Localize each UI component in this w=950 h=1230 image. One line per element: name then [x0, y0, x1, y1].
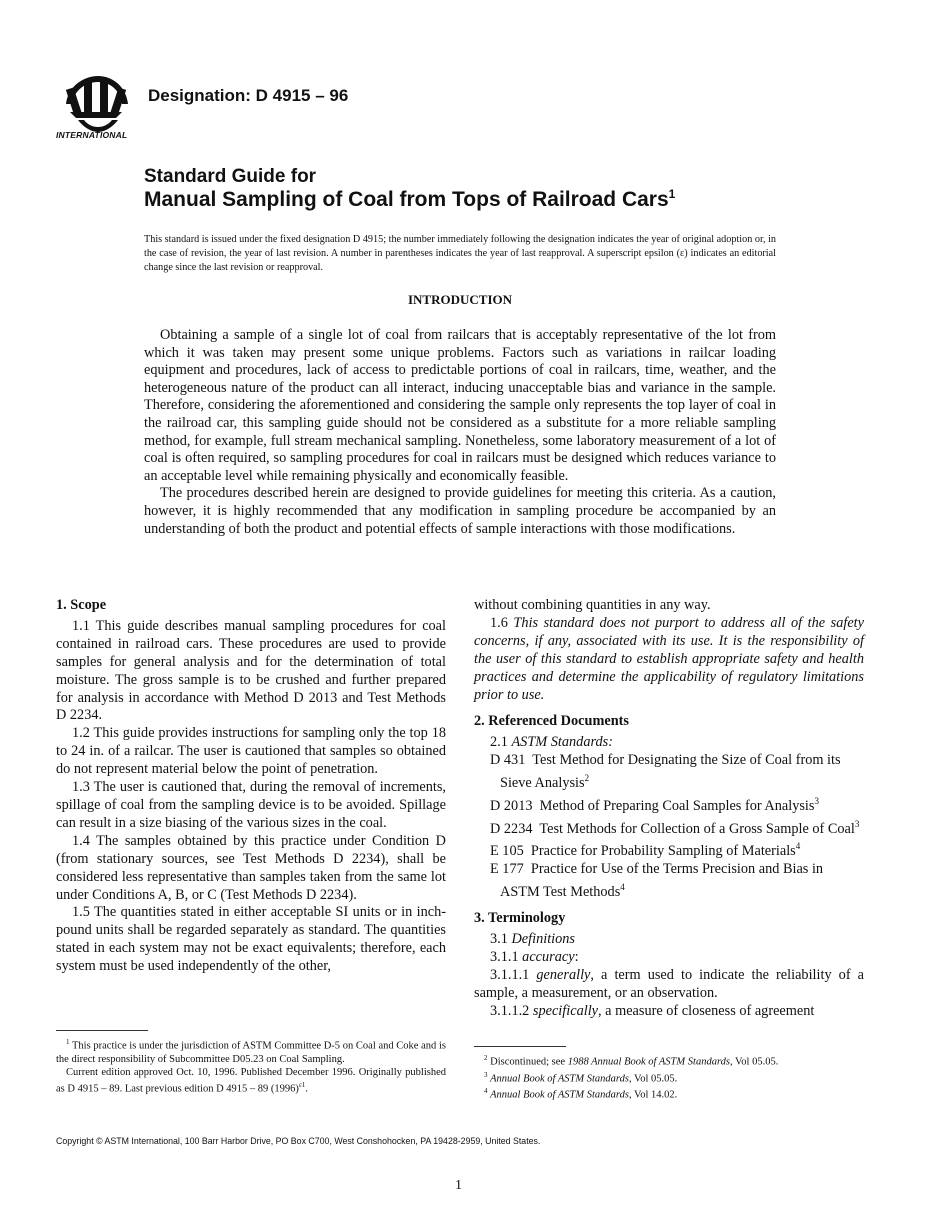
footnote-2-book: 1988 Annual Book of ASTM Standards — [567, 1056, 730, 1068]
footnotes-right — [474, 1052, 864, 1102]
scope-1-6 — [474, 615, 864, 705]
footnote-1-epsilon: ε1 — [298, 1080, 306, 1089]
referenced-2-1 — [474, 734, 864, 752]
reference-footnote: 4 — [795, 841, 801, 852]
scope-1-6-number: 1.6 — [490, 614, 508, 631]
footnote-4-suffix: , Vol 14.02. — [628, 1089, 678, 1101]
introduction-heading: INTRODUCTION — [407, 292, 512, 307]
terminology-3-1-1-1-number: 3.1.1.1 — [490, 967, 530, 984]
reference-item — [474, 793, 864, 816]
reference-title: Test Method for Designating the Size of Coal from its Sieve Analysis — [500, 752, 841, 791]
terminology-3-1-1-2-number: 3.1.1.2 — [490, 1002, 530, 1019]
footnote-rule-left — [56, 1030, 148, 1031]
terminology-3-1-1-2 — [474, 1003, 864, 1021]
footnote-1 — [56, 1036, 446, 1066]
footnote-1-end: . — [305, 1083, 309, 1094]
reference-footnote: 4 — [620, 881, 625, 892]
reference-item — [474, 838, 864, 861]
designation: Designation: D 4915 – 96 — [148, 86, 349, 105]
footnote-rule-right — [474, 1046, 566, 1047]
referenced-documents-heading: 2. Referenced Documents — [474, 713, 629, 730]
terminology-3-1 — [474, 931, 864, 949]
scope-1-1: 1.1 This guide describes manual sampling procedures for coal contained in railroad cars. These procedures are used to provide samples for general analysis and for the determination of total moisture. The gross sample is to be crushed and further prepared for analysis in accordance with Method D 2013 and Test Methods D 2234. — [56, 617, 446, 724]
footnote-3 — [474, 1069, 864, 1086]
terminology-3-1-1-2-term: specifically — [532, 1002, 599, 1019]
footnote-1-edition-text: Current edition approved Oct. 10, 1996. Published December 1996. Originally published as D 4915 – 89. Last previous edition D 4915 – 89 (1996) — [56, 1066, 446, 1094]
column-left — [56, 597, 446, 976]
footnote-3-suffix: , Vol 05.05. — [628, 1073, 678, 1084]
column-right — [474, 597, 864, 1021]
title-text: Manual Sampling of Coal from Tops of Railroad Cars — [144, 188, 669, 211]
terminology-3-1-1-1 — [474, 967, 864, 1003]
scope-1-2: 1.2 This guide provides instructions for sampling only the top 18 to 24 in. of a railcar. The user is cautioned that samples so obtained do not represent material below the point of penetration. — [56, 725, 446, 778]
scope-1-3: 1.3 The user is cautioned that, during the removal of increments, spillage of coal from the sampling device is to be avoided. Spillage can result in a size biasing of the various sizes in the coal. — [56, 779, 446, 831]
footnote-4 — [474, 1085, 864, 1102]
footnote-4-number: 4 — [484, 1087, 488, 1095]
reference-code: E 177 — [490, 860, 524, 877]
scope-1-5: 1.5 The quantities stated in either acceptable SI units or in inch-pound units shall be regarded separately as standard. The quantities stated in each system may not be exact equivalents; therefore, each system must be used independently of the other, — [56, 904, 446, 975]
footnote-2-prefix: Discontinued; see — [490, 1056, 568, 1068]
terminology-3-1-1-number: 3.1.1 — [490, 949, 519, 966]
reference-item — [474, 752, 864, 793]
footnote-1-edition — [56, 1066, 446, 1096]
reference-footnote: 2 — [584, 773, 590, 784]
scope-heading: 1. Scope — [56, 597, 107, 613]
footnote-2-number: 2 — [484, 1054, 488, 1062]
standard-notice: This standard is issued under the fixed designation D 4915; the number immediately following the designation indicates the year of original adoption or, in the case of revision, the year of last revision. A number in parentheses indicates the year of last reapproval. A superscript epsilon (ε) indicates an editorial change since the last revision or reapproval. — [144, 234, 776, 273]
terminology-3-1-1-1-text: , a term used to indicate the reliability of a sample, a measurement, or an observation. — [474, 967, 865, 1002]
title-footnote-ref: 1 — [668, 187, 676, 201]
reference-item — [474, 861, 864, 902]
reference-item — [474, 816, 864, 839]
reference-title: Practice for Use of the Terms Precision and Bias in ASTM Test Methods — [500, 860, 824, 900]
terminology-3-1-1-term: accuracy — [522, 949, 575, 966]
terminology-3-1-1: 3.1.1 accuracy: — [490, 949, 579, 966]
footnotes-left — [56, 1036, 446, 1095]
footnote-4-book: Annual Book of ASTM Standards — [490, 1089, 629, 1101]
terminology-3-1-label: Definitions — [511, 931, 575, 948]
reference-code: D 431 — [490, 752, 526, 769]
copyright: Copyright © ASTM International, 100 Barr Harbor Drive, PO Box C700, West Conshohocken, PA 19428-2959, United States. — [56, 1136, 541, 1146]
footnote-1-text: This practice is under the jurisdiction of ASTM Committee D-5 on Coal and Coke and is the direct responsibility of Subcommittee D05.23 on Coal Sampling. — [56, 1040, 447, 1065]
referenced-2-1-label: ASTM Standards: — [511, 734, 613, 751]
reference-code: E 105 — [490, 842, 524, 859]
title-line2 — [144, 187, 675, 212]
footnote-1-number: 1 — [66, 1038, 70, 1046]
footnote-3-book: Annual Book of ASTM Standards — [490, 1073, 629, 1084]
footnote-2-suffix: , Vol 05.05. — [729, 1056, 779, 1068]
reference-title: Method of Preparing Coal Samples for Analysis — [539, 797, 815, 814]
reference-footnote: 3 — [854, 818, 860, 829]
intro-paragraph-2: The procedures described herein are designed to provide guidelines for meeting this criteria. As a caution, however, it is highly recommended that any modification in sampling procedure be accompanied by an understanding of both the product and potential effects of sample interactions with those modifications. — [144, 485, 776, 537]
page-number: 1 — [455, 1178, 462, 1193]
logo-org-name: INTERNATIONAL — [56, 130, 128, 140]
reference-code: D 2234 — [490, 820, 533, 837]
astm-logo — [56, 72, 136, 144]
terminology-3-1-1-2-text: , a measure of closeness of agreement — [598, 1002, 815, 1019]
reference-footnote: 3 — [814, 795, 819, 806]
reference-title: Practice for Probability Sampling of Materials — [530, 842, 796, 859]
introduction-body — [144, 327, 776, 538]
scope-1-4: 1.4 The samples obtained by this practice under Condition D (from stationary sources, see Test Methods D 2234), shall be considered less representative than samples taken from the same lot under Conditions A, B, or C (Test Methods D 2234). — [56, 832, 446, 903]
referenced-2-1-number: 2.1 — [490, 734, 508, 751]
terminology-3-1-number: 3.1 — [490, 931, 508, 948]
terminology-heading: 3. Terminology — [474, 910, 566, 927]
scope-1-6-text: This standard does not purport to address all of the safety concerns, if any, associated with its use. It is the responsibility of the user of this standard to establish appropriate safety and health practices and determine the applicability of regulatory limitations prior to use. — [474, 614, 864, 703]
reference-code: D 2013 — [490, 797, 533, 814]
intro-paragraph-1: Obtaining a sample of a single lot of coal from railcars that is acceptably representative of the lot from which it was taken may present some unique problems. Factors such as variations in railcar loading equipment and procedures, lack of access to predictable portions of coal in railcars, time, weather, and the heterogeneous nature of the product can all interact, inducing unacceptable bias and variance in the sample. Therefore, considering the aforementioned and considering the sample only represents the top layer of coal in the railroad car, this sampling guide should not be considered as a substitute for a more reliable sampling method, for example, full stream mechanical sampling. Nonetheless, some laboratory measurement of a lot of coal is often required, so sampling procedures for coal in railcars must be designed which reduces variance to an acceptable level while remaining physically and economically feasible. — [144, 327, 776, 484]
scope-1-5-continued: without combining quantities in any way. — [474, 597, 711, 613]
footnote-2 — [474, 1052, 864, 1069]
terminology-3-1-1-1-term: generally — [536, 967, 591, 984]
footnote-3-number: 3 — [484, 1070, 488, 1079]
title-line1: Standard Guide for — [144, 166, 317, 187]
reference-title: Test Methods for Collection of a Gross Sample of Coal — [539, 820, 855, 837]
